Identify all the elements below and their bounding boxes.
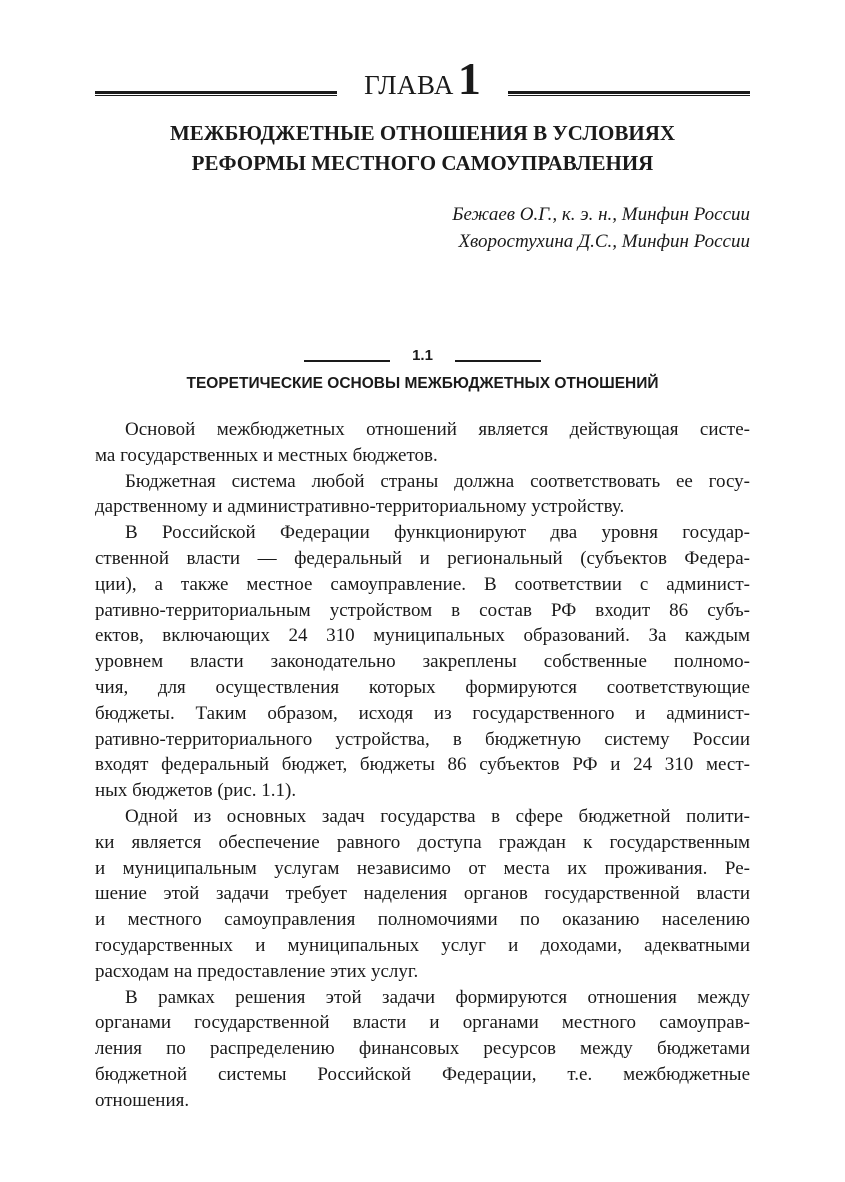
paragraph-line: и муниципальным услугам независимо от места их проживания. Ре-: [95, 857, 750, 879]
paragraph-line: государственных и муниципальных услуг и доходами, адекватными: [95, 934, 750, 956]
chapter-header: [95, 52, 750, 102]
paragraph-line: Основой межбюджетных отношений является действующая систе-: [125, 419, 750, 440]
paragraph-line: отношения.: [95, 1089, 190, 1111]
paragraph-line: В Российской Федерации функционируют два уровня государ-: [125, 522, 750, 544]
section-rule-left: [304, 360, 390, 362]
paragraph: [95, 417, 750, 469]
paragraph-line: бюджетной системы Российской Федерации, т.е. межбюджетные: [95, 1063, 750, 1085]
paragraph-line: шение этой задачи требует наделения органов государственной власти: [95, 883, 750, 905]
paragraph-line: ма государственных и местных бюджетов.: [95, 444, 438, 466]
paragraph-line: ративно-территориального устройства, в бюджетную систему России: [95, 728, 750, 750]
paragraph-line: ки является обеспечение равного доступа граждан к государственным: [95, 831, 750, 853]
chapter-heading-line: МЕЖБЮДЖЕТНЫЕ ОТНОШЕНИЯ В УСЛОВИЯХ: [169, 121, 676, 145]
authors: [452, 201, 750, 255]
chapter-heading-line: РЕФОРМЫ МЕСТНОГО САМОУПРАВЛЕНИЯ: [191, 151, 654, 175]
paragraph-line: Бюджетная система любой страны должна соответствовать ее госу-: [125, 470, 750, 492]
section-number-row: [95, 345, 750, 367]
paragraph-line: чия, для осуществления которых формируются соответствующие: [95, 676, 750, 698]
chapter-title: [337, 53, 508, 104]
paragraph-line: расходам на предоставление этих услуг.: [95, 960, 419, 982]
paragraph-line: Одной из основных задач государства в сфере бюджетной полити-: [125, 805, 750, 827]
chapter-rule-right: [508, 91, 750, 96]
section-rule-right: [455, 360, 541, 362]
paragraph-line: ции), а также местное самоуправление. В соответствии с админист-: [95, 573, 750, 595]
paragraph-line: ектов, включающих 24 310 муниципальных образований. За каждым: [95, 625, 750, 647]
author-line: Бежаев О.Г., к. э. н., Минфин России: [452, 204, 750, 225]
body-text: [95, 417, 750, 1114]
section-title: ТЕОРЕТИЧЕСКИЕ ОСНОВЫ МЕЖБЮДЖЕТНЫХ ОТНОШЕНИЙ: [186, 375, 659, 392]
paragraph-line: входят федеральный бюджет, бюджеты 86 субъектов РФ и 24 310 мест-: [95, 754, 750, 776]
chapter-heading: [95, 118, 750, 178]
paragraph-line: ративно-территориальным устройством в состав РФ входит 86 субъ-: [95, 599, 750, 621]
section-number: 1.1: [412, 347, 433, 364]
paragraph: [95, 985, 750, 1114]
author-line: Хворостухина Д.С., Минфин России: [458, 231, 750, 252]
paragraph: [95, 520, 750, 804]
chapter-number: 1: [457, 53, 481, 104]
paragraph-line: бюджеты. Таким образом, исходя из государственного и админист-: [95, 702, 750, 724]
paragraph-line: В рамках решения этой задачи формируются отношения между: [125, 986, 750, 1008]
paragraph: [95, 804, 750, 985]
paragraph-line: ных бюджетов (рис. 1.1).: [95, 780, 297, 802]
paragraph-line: органами государственной власти и органами местного самоуправ-: [95, 1012, 750, 1034]
paragraph-line: ления по распределению финансовых ресурсов между бюджетами: [95, 1038, 750, 1060]
chapter-word: ГЛАВА: [364, 70, 454, 100]
paragraph-line: дарственному и административно-территориальному устройству.: [95, 496, 625, 518]
paragraph-line: и местного самоуправления полномочиями по оказанию населению: [95, 909, 750, 931]
paragraph-line: уровнем власти законодательно закреплены собственные полномо-: [95, 651, 750, 673]
paragraph: [95, 469, 750, 521]
chapter-rule-left: [95, 91, 337, 96]
paragraph-line: ственной власти — федеральный и региональный (субъектов Федера-: [95, 547, 750, 569]
